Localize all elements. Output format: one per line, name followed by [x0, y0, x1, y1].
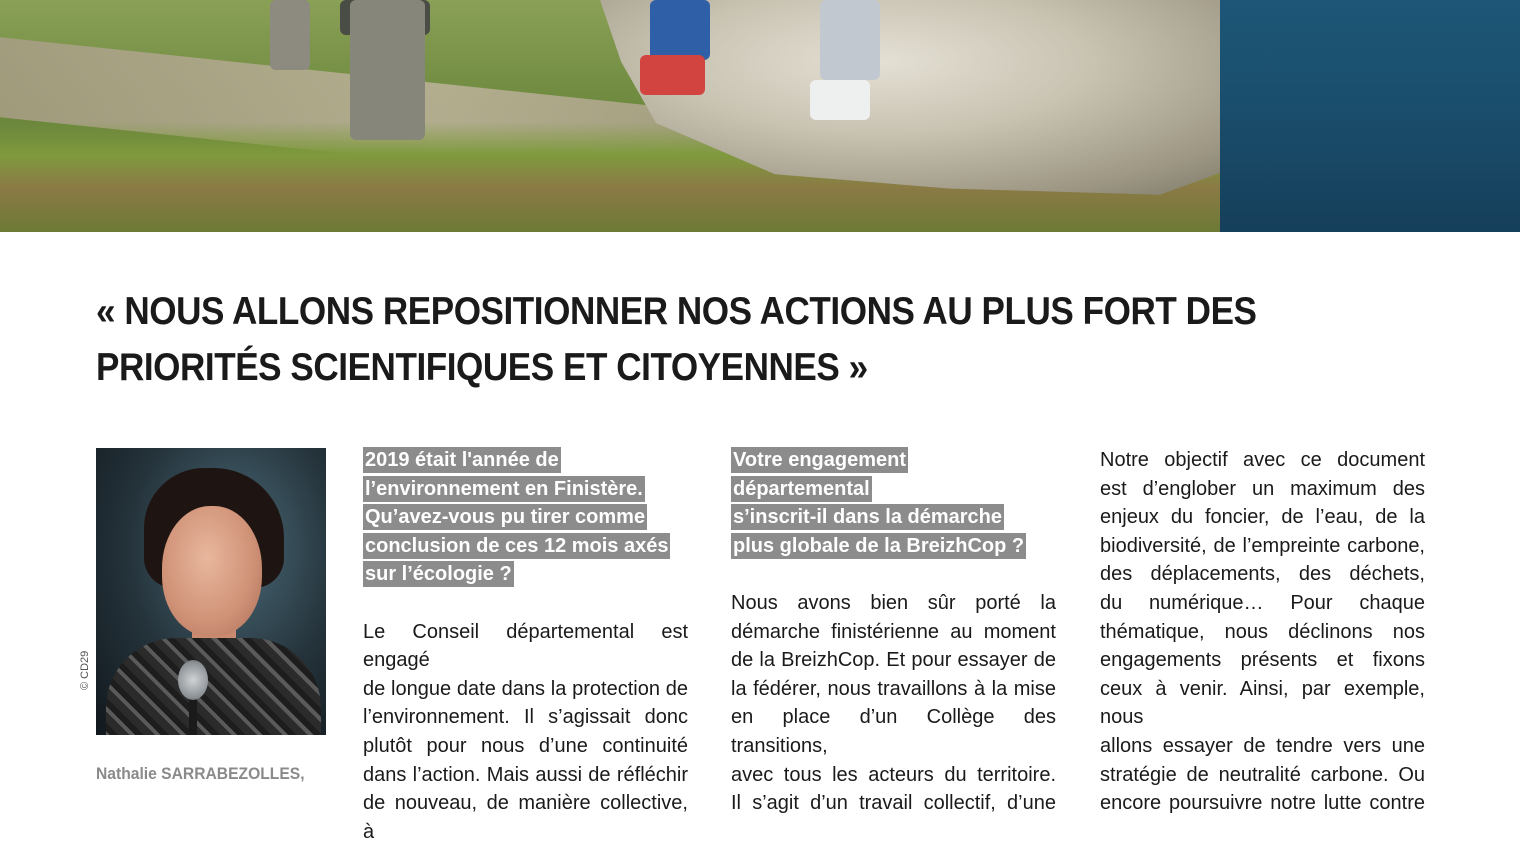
question-1: [363, 446, 688, 589]
hero-photo: [0, 0, 1520, 232]
answer-line: est d’englober un maximum des: [1100, 477, 1425, 500]
answer-3: [1100, 446, 1425, 818]
column-2: [731, 446, 1056, 818]
answer-line: engagements présents et fixons: [1100, 649, 1425, 672]
answer-line: thématique, nous déclinons nos: [1100, 620, 1425, 643]
answer-line: plutôt pour nous d’une continuité: [363, 734, 688, 757]
answer-line: allons essayer de tendre vers une: [1100, 734, 1425, 757]
answer-line: des déplacements, des déchets,: [1100, 563, 1425, 586]
question-line: départemental: [733, 477, 870, 500]
hiker: [650, 0, 710, 60]
question-line: l’environnement en Finistère.: [365, 477, 643, 500]
question-line: conclusion de ces 12 mois axés: [365, 534, 669, 557]
answer-line: avec tous les acteurs du territoire.: [731, 763, 1056, 786]
answer-line: de longue date dans la protection de: [363, 677, 688, 700]
answer-line: du numérique… Pour chaque: [1100, 591, 1425, 614]
answer-line: Nous avons bien sûr porté la: [731, 591, 1056, 614]
title-line: « NOUS ALLONS REPOSITIONNER NOS ACTIONS AU PLUS FORT DES: [96, 290, 1257, 333]
column-1: [363, 446, 688, 846]
question-line: s’inscrit-il dans la démarche: [733, 506, 1002, 529]
answer-line: Le Conseil départemental est engagé: [363, 620, 688, 672]
question-line: sur l’écologie ?: [365, 563, 512, 586]
question-line: 2019 était l'année de: [365, 449, 559, 471]
hiker: [270, 0, 310, 70]
column-3: [1100, 446, 1425, 818]
question-line: Qu’avez-vous pu tirer comme: [365, 506, 646, 529]
answer-line: en place d’un Collège des transitions,: [731, 706, 1056, 757]
answer-line: Notre objectif avec ce document: [1100, 449, 1425, 471]
answer-line: enjeux du foncier, de l’eau, de la: [1100, 506, 1425, 529]
answer-1: [363, 618, 688, 846]
answer-line: l’environnement. Il s’agissait donc: [363, 706, 688, 729]
question-line: plus globale de la BreizhCop ?: [733, 534, 1025, 557]
title-line: PRIORITÉS SCIENTIFIQUES ET CITOYENNES »: [96, 346, 868, 389]
hiker-shorts: [810, 80, 870, 120]
answer-line: démarche finistérienne au moment: [731, 620, 1056, 643]
answer-line: biodiversité, de l’empreinte carbone,: [1100, 534, 1425, 557]
hiker-shorts: [640, 55, 705, 95]
answer-line: stratégie de neutralité carbone. Ou: [1100, 763, 1425, 786]
photo-credit: © CD29: [79, 650, 91, 690]
hiker: [350, 0, 425, 140]
answer-line: ceux à venir. Ainsi, par exemple, nous: [1100, 677, 1425, 729]
article-title: [96, 284, 1428, 396]
portrait-caption: Nathalie SARRABEZOLLES,: [96, 764, 305, 783]
answer-line: la fédérer, nous travaillons à la mise: [731, 677, 1056, 700]
hiker: [820, 0, 880, 80]
sea: [1220, 0, 1520, 232]
microphone-stand: [189, 696, 197, 735]
microphone-icon: [178, 660, 208, 700]
face: [162, 506, 262, 636]
answer-line: encore poursuivre notre lutte contre: [1100, 792, 1425, 815]
answer-line: de la BreizhCop. Et pour essayer de: [731, 649, 1056, 672]
question-2: [731, 446, 1056, 560]
answer-2: [731, 589, 1056, 818]
answer-line: Il s’agit d’un travail collectif, d’une: [731, 792, 1056, 815]
portrait-photo: [96, 448, 326, 735]
question-line: Votre engagement: [733, 449, 906, 471]
torso: [106, 638, 321, 735]
answer-line: de nouveau, de manière collective, à: [363, 792, 688, 843]
answer-line: dans l’action. Mais aussi de réfléchir: [363, 763, 688, 786]
